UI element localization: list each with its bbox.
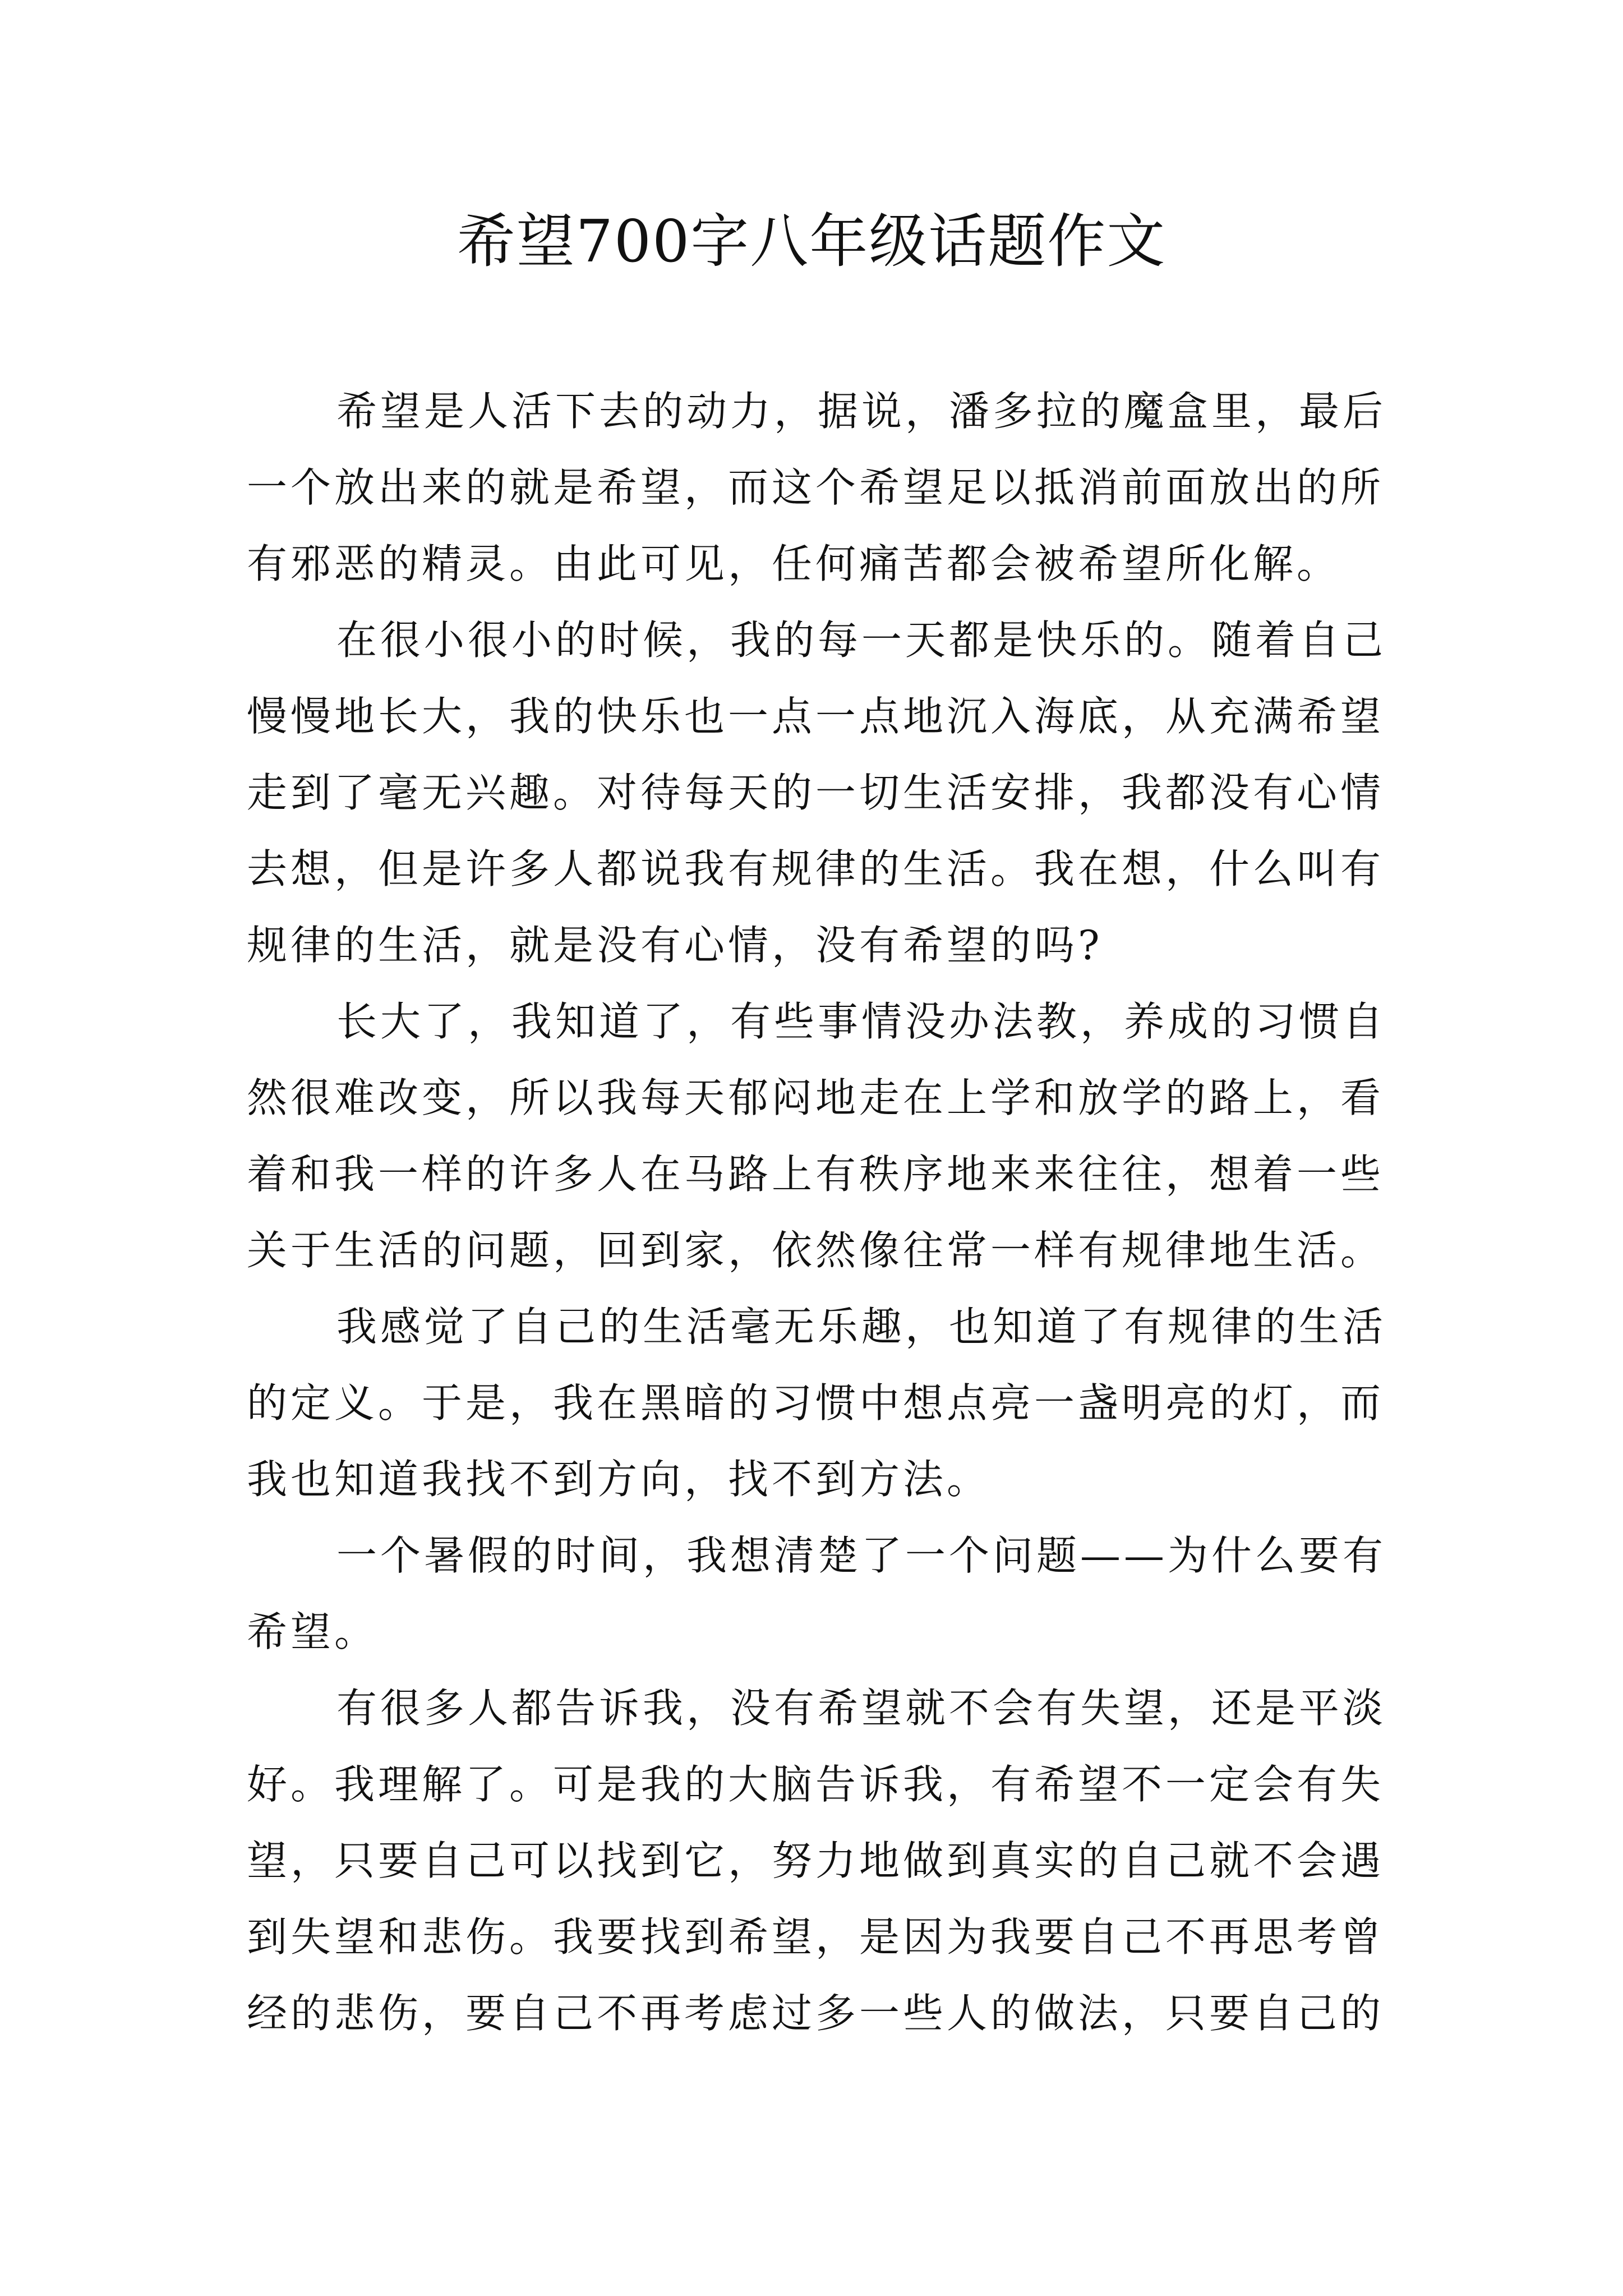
paragraph-3-line-3: 着和我一样的许多人在马路上有秩序地来来往往，想着一些: [247, 1151, 1385, 1198]
paragraph-3-line-2: 然很难改变，所以我每天郁闷地走在上学和放学的路上，看: [247, 1074, 1385, 1121]
paragraph-2-line-4: 去想，但是许多人都说我有规律的生活。我在想，什么叫有: [247, 845, 1385, 892]
paragraph-2-line-1: 在很小很小的时候，我的每一天都是快乐的。随着自己: [336, 616, 1387, 664]
paragraph-5-line-2: 希望。: [247, 1608, 379, 1655]
document-title: 希望700字八年级话题作文: [457, 207, 1166, 275]
paragraph-6-line-1: 有很多人都告诉我，没有希望就不会有失望，还是平淡: [336, 1685, 1387, 1732]
paragraph-2-line-3: 走到了毫无兴趣。对待每天的一切生活安排，我都没有心情: [247, 769, 1385, 816]
paragraph-3-line-1: 长大了，我知道了，有些事情没办法教，养成的习惯自: [336, 998, 1387, 1045]
paragraph-1-line-1: 希望是人活下去的动力，据说，潘多拉的魔盒里，最后: [336, 388, 1387, 435]
paragraph-1-line-3: 有邪恶的精灵。由此可见，任何痛苦都会被希望所化解。: [247, 540, 1341, 587]
paragraph-1-line-2: 一个放出来的就是希望，而这个希望足以抵消前面放出的所: [247, 464, 1385, 511]
paragraph-6-line-2: 好。我理解了。可是我的大脑告诉我，有希望不一定会有失: [247, 1761, 1385, 1808]
paragraph-4-line-1: 我感觉了自己的生活毫无乐趣，也知道了有规律的生活: [336, 1303, 1387, 1350]
essay-body: [247, 373, 1391, 2051]
paragraph-6-line-5: 经的悲伤，要自己不再考虑过多一些人的做法，只要自己的: [247, 1990, 1385, 2037]
paragraph-6-line-4: 到失望和悲伤。我要找到希望，是因为我要自己不再思考曾: [247, 1913, 1385, 1961]
paragraph-3-line-4: 关于生活的问题，回到家，依然像往常一样有规律地生活。: [247, 1227, 1385, 1274]
paragraph-5-line-1: 一个暑假的时间，我想清楚了一个问题——为什么要有: [336, 1532, 1387, 1579]
paragraph-4-line-2: 的定义。于是，我在黑暗的习惯中想点亮一盏明亮的灯，而: [247, 1379, 1385, 1427]
paragraph-2-line-5: 规律的生活，就是没有心情，没有希望的吗?: [247, 922, 1103, 969]
paragraph-4-line-3: 我也知道我找不到方向，找不到方法。: [247, 1456, 991, 1503]
paragraph-6-line-3: 望，只要自己可以找到它，努力地做到真实的自己就不会遇: [247, 1837, 1385, 1884]
paragraph-2-line-2: 慢慢地长大，我的快乐也一点一点地沉入海底，从充满希望: [247, 693, 1385, 740]
